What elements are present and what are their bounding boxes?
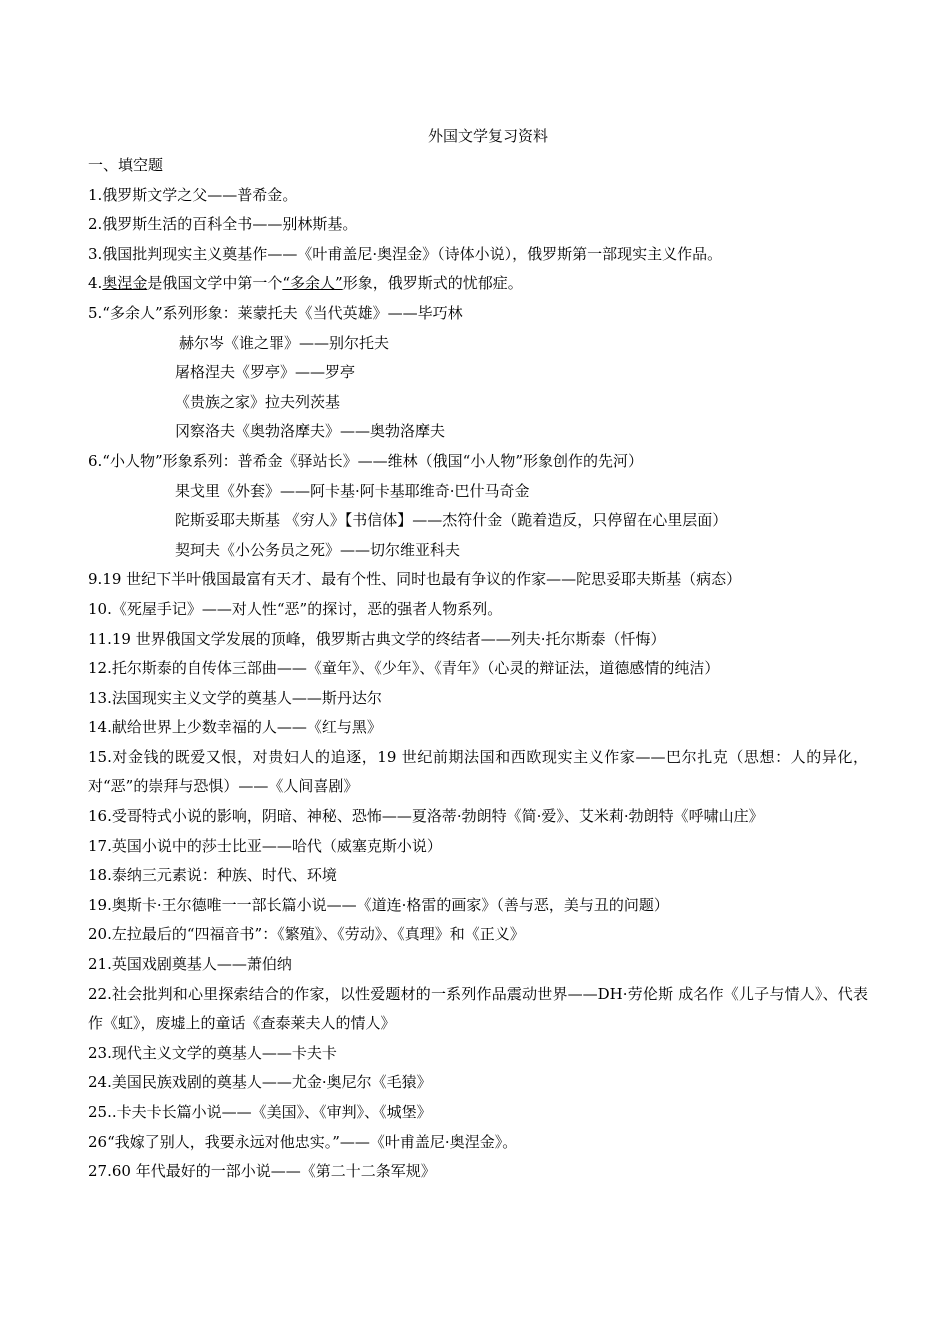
list-item: 18.泰纳三元素说：种族、时代、环境 xyxy=(88,866,337,885)
list-item: 20.左拉最后的“四福音书”：《繁殖》、《劳动》、《真理》和《正义》 xyxy=(88,925,525,944)
list-item: 14.献给世界上少数幸福的人——《红与黑》 xyxy=(88,718,382,737)
list-item: 2.俄罗斯生活的百科全书——别林斯基。 xyxy=(88,215,358,234)
list-item: 25..卡夫卡长篇小说——《美国》、《审判》、《城堡》 xyxy=(88,1103,432,1121)
list-item xyxy=(88,269,868,299)
list-item: 27.60 年代最好的一部小说——《第二十二条军规》 xyxy=(88,1162,436,1181)
list-subitem: 屠格涅夫《罗亭》——罗亭 xyxy=(175,363,356,382)
list-item: 23.现代主义文学的奠基人——卡夫卡 xyxy=(88,1043,337,1062)
list-subitem: 陀斯妥耶夫斯基 《穷人》【书信体】——杰符什金（跪着造反，只停留在心里层面） xyxy=(175,511,728,530)
list-item: 15.对金钱的既爱又恨，对贵妇人的追逐，19 世纪前期法国和西欧现实主义作家——巴尔扎克（思想：人的异化，对“恶”的崇拜与恐惧）——《人间喜剧》 xyxy=(88,747,868,796)
section-heading: 一、填空题 xyxy=(88,156,164,174)
list-subitem: 《贵族之家》拉夫列茨基 xyxy=(175,392,341,411)
list-item: 11.19 世界俄国文学发展的顶峰，俄罗斯古典文学的终结者——列夫·托尔斯泰（忏悔） xyxy=(88,629,666,648)
list-item: 21.英国戏剧奠基人——萧伯纳 xyxy=(88,955,292,974)
list-item: 13.法国现实主义文学的奠基人——斯丹达尔 xyxy=(88,688,382,707)
list-subitem: 赫尔岑《谁之罪》——别尔托夫 xyxy=(179,333,390,352)
list-subitem: 果戈里《外套》——阿卡基·阿卡基耶维奇·巴什马奇金 xyxy=(175,481,530,500)
list-item: 19.奥斯卡·王尔德唯一一部长篇小说——《道连·格雷的画家》（善与恶，美与丑的问题） xyxy=(88,895,669,914)
item-text: 形象，俄罗斯式的忧郁症。 xyxy=(342,274,523,293)
list-item: 3.俄国批判现实主义奠基作——《叶甫盖尼·奥涅金》（诗体小说），俄罗斯第一部现实主义作品。 xyxy=(88,244,723,263)
list-subitem: 契珂夫《小公务员之死》——切尔维亚科夫 xyxy=(175,540,461,559)
item-text: 是俄国文学中第一个 xyxy=(147,274,283,293)
list-item: 26“我嫁了别人，我要永远对他忠实。”——《叶甫盖尼·奥涅金》。 xyxy=(88,1132,518,1151)
list-item: 24.美国民族戏剧的奠基人——尤金·奥尼尔《毛猿》 xyxy=(88,1073,432,1092)
list-item: 22.社会批判和心里探索结合的作家，以性爱题材的一系列作品震动世界——DH·劳伦斯 成名作《儿子与情人》、代表作《虹》，废墟上的童话《查泰莱夫人的情人》 xyxy=(88,984,868,1033)
list-item: 17.英国小说中的莎士比亚——哈代（威塞克斯小说） xyxy=(88,836,442,855)
document-page xyxy=(88,121,868,1187)
list-subitem: 冈察洛夫《奥勃洛摩夫》——奥勃洛摩夫 xyxy=(175,422,446,441)
list-item: 9.19 世纪下半叶俄国最富有天才、最有个性、同时也最有争议的作家——陀思妥耶夫斯基（病态） xyxy=(88,570,742,589)
document-title: 外国文学复习资料 xyxy=(427,127,548,145)
list-item: 1.俄罗斯文学之父——普希金。 xyxy=(88,185,298,204)
list-item: 12.托尔斯泰的自传体三部曲——《童年》、《少年》、《青年》（心灵的辩证法，道德感情的纯洁） xyxy=(88,659,720,678)
list-item: 16.受哥特式小说的影响，阴暗、神秘、恐怖——夏洛蒂·勃朗特《简·爱》、艾米莉·勃朗特《呼啸山庄》 xyxy=(88,807,764,826)
list-item: 6.“小人物”形象系列：普希金《驿站长》——维林（俄国“小人物”形象创作的先河） xyxy=(88,451,643,470)
item-prefix: 4. xyxy=(88,274,103,293)
underlined-term: “多余人” xyxy=(282,274,343,293)
list-item: 5.“多余人”系列形象：莱蒙托夫《当代英雄》——毕巧林 xyxy=(88,303,463,322)
list-item: 10.《死屋手记》——对人性“恶”的探讨，恶的强者人物系列。 xyxy=(88,599,503,618)
underlined-term: 奥涅金 xyxy=(102,274,148,293)
